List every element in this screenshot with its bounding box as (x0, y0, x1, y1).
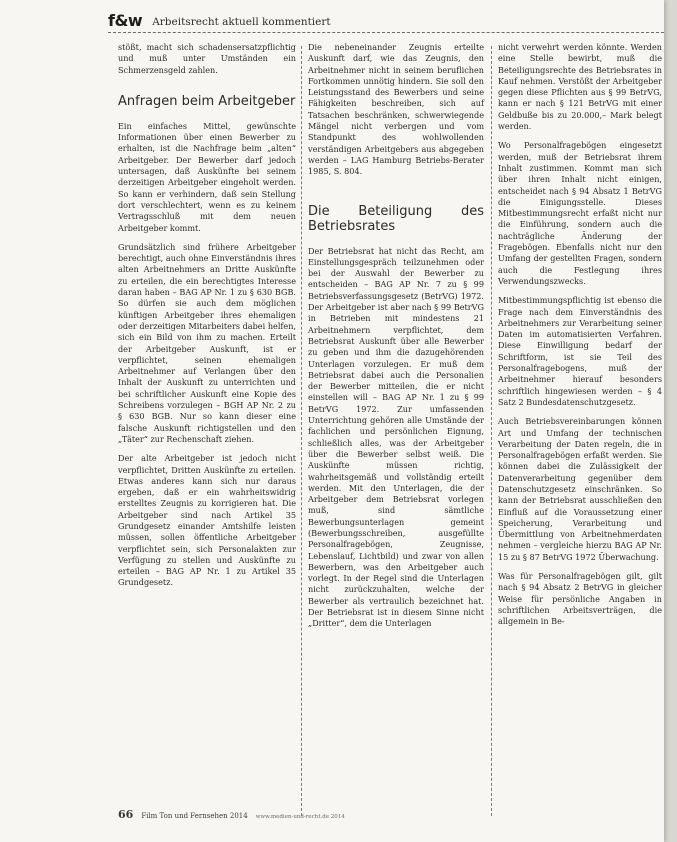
paragraph: Der alte Arbeitgeber ist jedoch nicht verpflichtet, Dritten Auskünfte zu erteilen. Etwas anderes kann sich nur daraus ergeben, daß er ein wahrheitswidrig erstelltes Zeugnis zu korrigieren hat. Die Arbeitgeber sind nach Artikel 35 Grundgesetz einander Amtshilfe leisten müssen, sollen öffentliche Arbeitgeber verpflichtet sein, sich Personalakten zur Verfügung zu stellen und Auskünfte zu erteilen – BAG AP Nr. 1 zu Artikel 35 Grundgesetz. (118, 453, 296, 588)
column-3 (498, 42, 662, 636)
column-1 (118, 42, 296, 597)
page-footer (118, 810, 345, 822)
paragraph: Wo Personalfragebögen eingesetzt werden, muß der Betriebsrat ihrem Inhalt zustimmen. Kommt man sich über ihren Inhalt nicht einigen, entscheidet nach § 94 Absatz 1 BetrVG die Einigungsstelle. Dieses Mitbestimmungsrecht erfaßt nicht nur die Einführung, sondern auch die nachträgliche Änderung der Fragebögen. Ebenfalls nicht nur den Umfang der gestellten Fragen, sondern auch die Festlegung ihres Verwendungszwecks. (498, 140, 662, 286)
paragraph: Was für Personalfragebögen gilt, gilt nach § 94 Absatz 2 BetrVG in gleicher Weise für persönliche Angaben in schriftlichen Arbeitsverträgen, die allgemein in Be- (498, 571, 662, 627)
paragraph: Die nebeneinander Zeugnis erteilte Auskunft darf, wie das Zeugnis, den Arbeitnehmer nicht in seinem beruflichen Fortkommen unnötig hindern. Sie soll den Leistungsstand des Bewerbers und seine Fähigkeiten beschreiben, sich auf Tatsachen beschränken, schwerwiegende Mängel nicht verbergen und vom Standpunkt des wohlwollenden verständigen Arbeitgebers aus abgegeben werden – LAG Hamburg Betriebs-Berater 1985, S. 804. (308, 42, 484, 177)
paragraph: Grundsätzlich sind frühere Arbeitgeber berechtigt, auch ohne Einverständnis ihres alten Arbeitnehmers an Dritte Auskünfte zu erteilen, die ein berechtigtes Interesse daran haben – BAG AP Nr. 1 zu § 630 BGB. So dürfen sie auch dem möglichen künftigen Arbeitgeber ihres ehemaligen oder derzeitigen Mitarbeiters dabei helfen, sich ein Bild von ihm zu machen. Erteilt der Arbeitgeber Auskunft, ist er verpflichtet, seinen ehemaligen Arbeitnehmer auf Verlangen über den Inhalt der Auskunft zu unterrichten und bei schriftlicher Auskunft eine Kopie des Schreibens vorzulegen – BGH AP Nr. 2 zu § 630 BGB. Nur so kann dieser eine falsche Auskunft richtigstellen und den „Täter“ zur Rechenschaft ziehen. (118, 241, 296, 444)
paragraph: nicht verwehrt werden könnte. Werden eine Stelle bewirbt, muß die Beteiligungsrechte des Betriebsrates in Kauf nehmen. Verstößt der Arbeitgeber gegen diese Pflichten aus § 99 BetrVG, kann er nach § 121 BetrVG mit einer Geldbuße bis zu 20.000,– Mark belegt werden. (498, 42, 662, 132)
paragraph: stößt, macht sich schadensersatzpflichtig und muß unter Umständen ein Schmerzensgeld zahlen. (118, 42, 296, 75)
header-title: Arbeitsrecht aktuell kommentiert (152, 16, 331, 28)
paragraph: Ein einfaches Mittel, gewünschte Informationen über einen Bewerber zu erhalten, ist die Nachfrage beim „alten“ Arbeitgeber. Der Bewerber darf jedoch untersagen, daß Auskünfte bei seinem derzeitigen Arbeitgeber eingeholt werden. So kann er verhindern, daß sein Stellung dort verschlechtert, wenn es zu keinem Vertragsschluß mit dem neuen Arbeitgeber kommt. (118, 120, 296, 233)
page-header (108, 10, 664, 33)
section-heading: Anfragen beim Arbeitgeber (118, 93, 296, 109)
page-number: 66 (118, 808, 134, 821)
column-divider (301, 46, 302, 816)
paragraph: Mitbestimmungspflichtig ist ebenso die Frage nach dem Einverständnis des Arbeitnehmers zur Verarbeitung seiner Daten im automatisierten Verfahren. Diese Einwilligung bedarf der Schriftform, ist sie Teil des Personalfragebogens, muß der Arbeitnehmer hierauf besonders schriftlich hingewiesen werden – § 4 Satz 2 Bundesdatenschutzgesetz. (498, 295, 662, 407)
footer-small-print: www.medien-und-recht.de 2014 (255, 814, 345, 820)
paragraph: Auch Betriebsvereinbarungen können Art und Umfang der technischen Verarbeitung der Daten regeln, die in Personalfragebögen erfaßt werden. Sie können dabei die Zulässigkeit der Datenverarbeitung gegenüber dem Datenschutzgesetz einschränken. So kann der Betriebsrat ausschließen den Einfluß auf die Voraussetzung einer Speicherung, Verarbeitung und Übermittlung von Arbeitnehmerdaten nehmen – vergleiche hierzu BAG AP Nr. 15 zu § 87 BetrVG 1972 Überwachung. (498, 416, 662, 562)
magazine-logo: f&w (108, 11, 143, 30)
column-2 (308, 42, 484, 638)
publication-name: Film Ton und Fernsehen 2014 (141, 812, 248, 820)
paragraph: Der Betriebsrat hat nicht das Recht, am Einstellungsgespräch teilzunehmen oder bei der Auswahl der Bewerber zu entscheiden – BAG AP Nr. 7 zu § 99 Betriebsverfassungsgesetz (BetrVG) 1972. Der Arbeitgeber ist aber nach § 99 BetrVG in Betrieben mit mindestens 21 Arbeitnehmern verpflichtet, dem Betriebsrat Auskunft über alle Bewerber zu geben und ihm die dazugehörenden Unterlagen vorzulegen. Er muß dem Betriebsrat dabei auch die Personalien der Bewerber mitteilen, die er nicht einstellen will – BAG AP Nr. 1 zu § 99 BetrVG 1972. Zur umfassenden Unterrichtung gehören alle Umstände der fachlichen und persönlichen Eignung, schließlich alles, was der Arbeitgeber über die Bewerber selbst weiß. Die Auskünfte müssen richtig, wahrheitsgemäß und vollständig erteilt werden. Mit den Unterlagen, die der Arbeitgeber dem Betriebsrat vorlegen muß, sind sämtliche Bewerbungsunterlagen gemeint (Bewerbungsschreiben, ausgefüllte Personalfragebögen, Zeugnisse, Lebenslauf, Lichtbild) und zwar von allen Bewerbern, was den Arbeitgeber auch vorlegt. In der Regel sind die Unterlagen nicht zurückzuhalten, welche der Bewerber als vertraulich bezeichnet hat. Der Betriebsrat ist in diesem Sinne nicht „Dritter“, dem die Unterlagen (308, 245, 484, 629)
section-heading: Die Beteiligung des Betriebsrates (308, 203, 484, 234)
column-divider (491, 46, 492, 816)
